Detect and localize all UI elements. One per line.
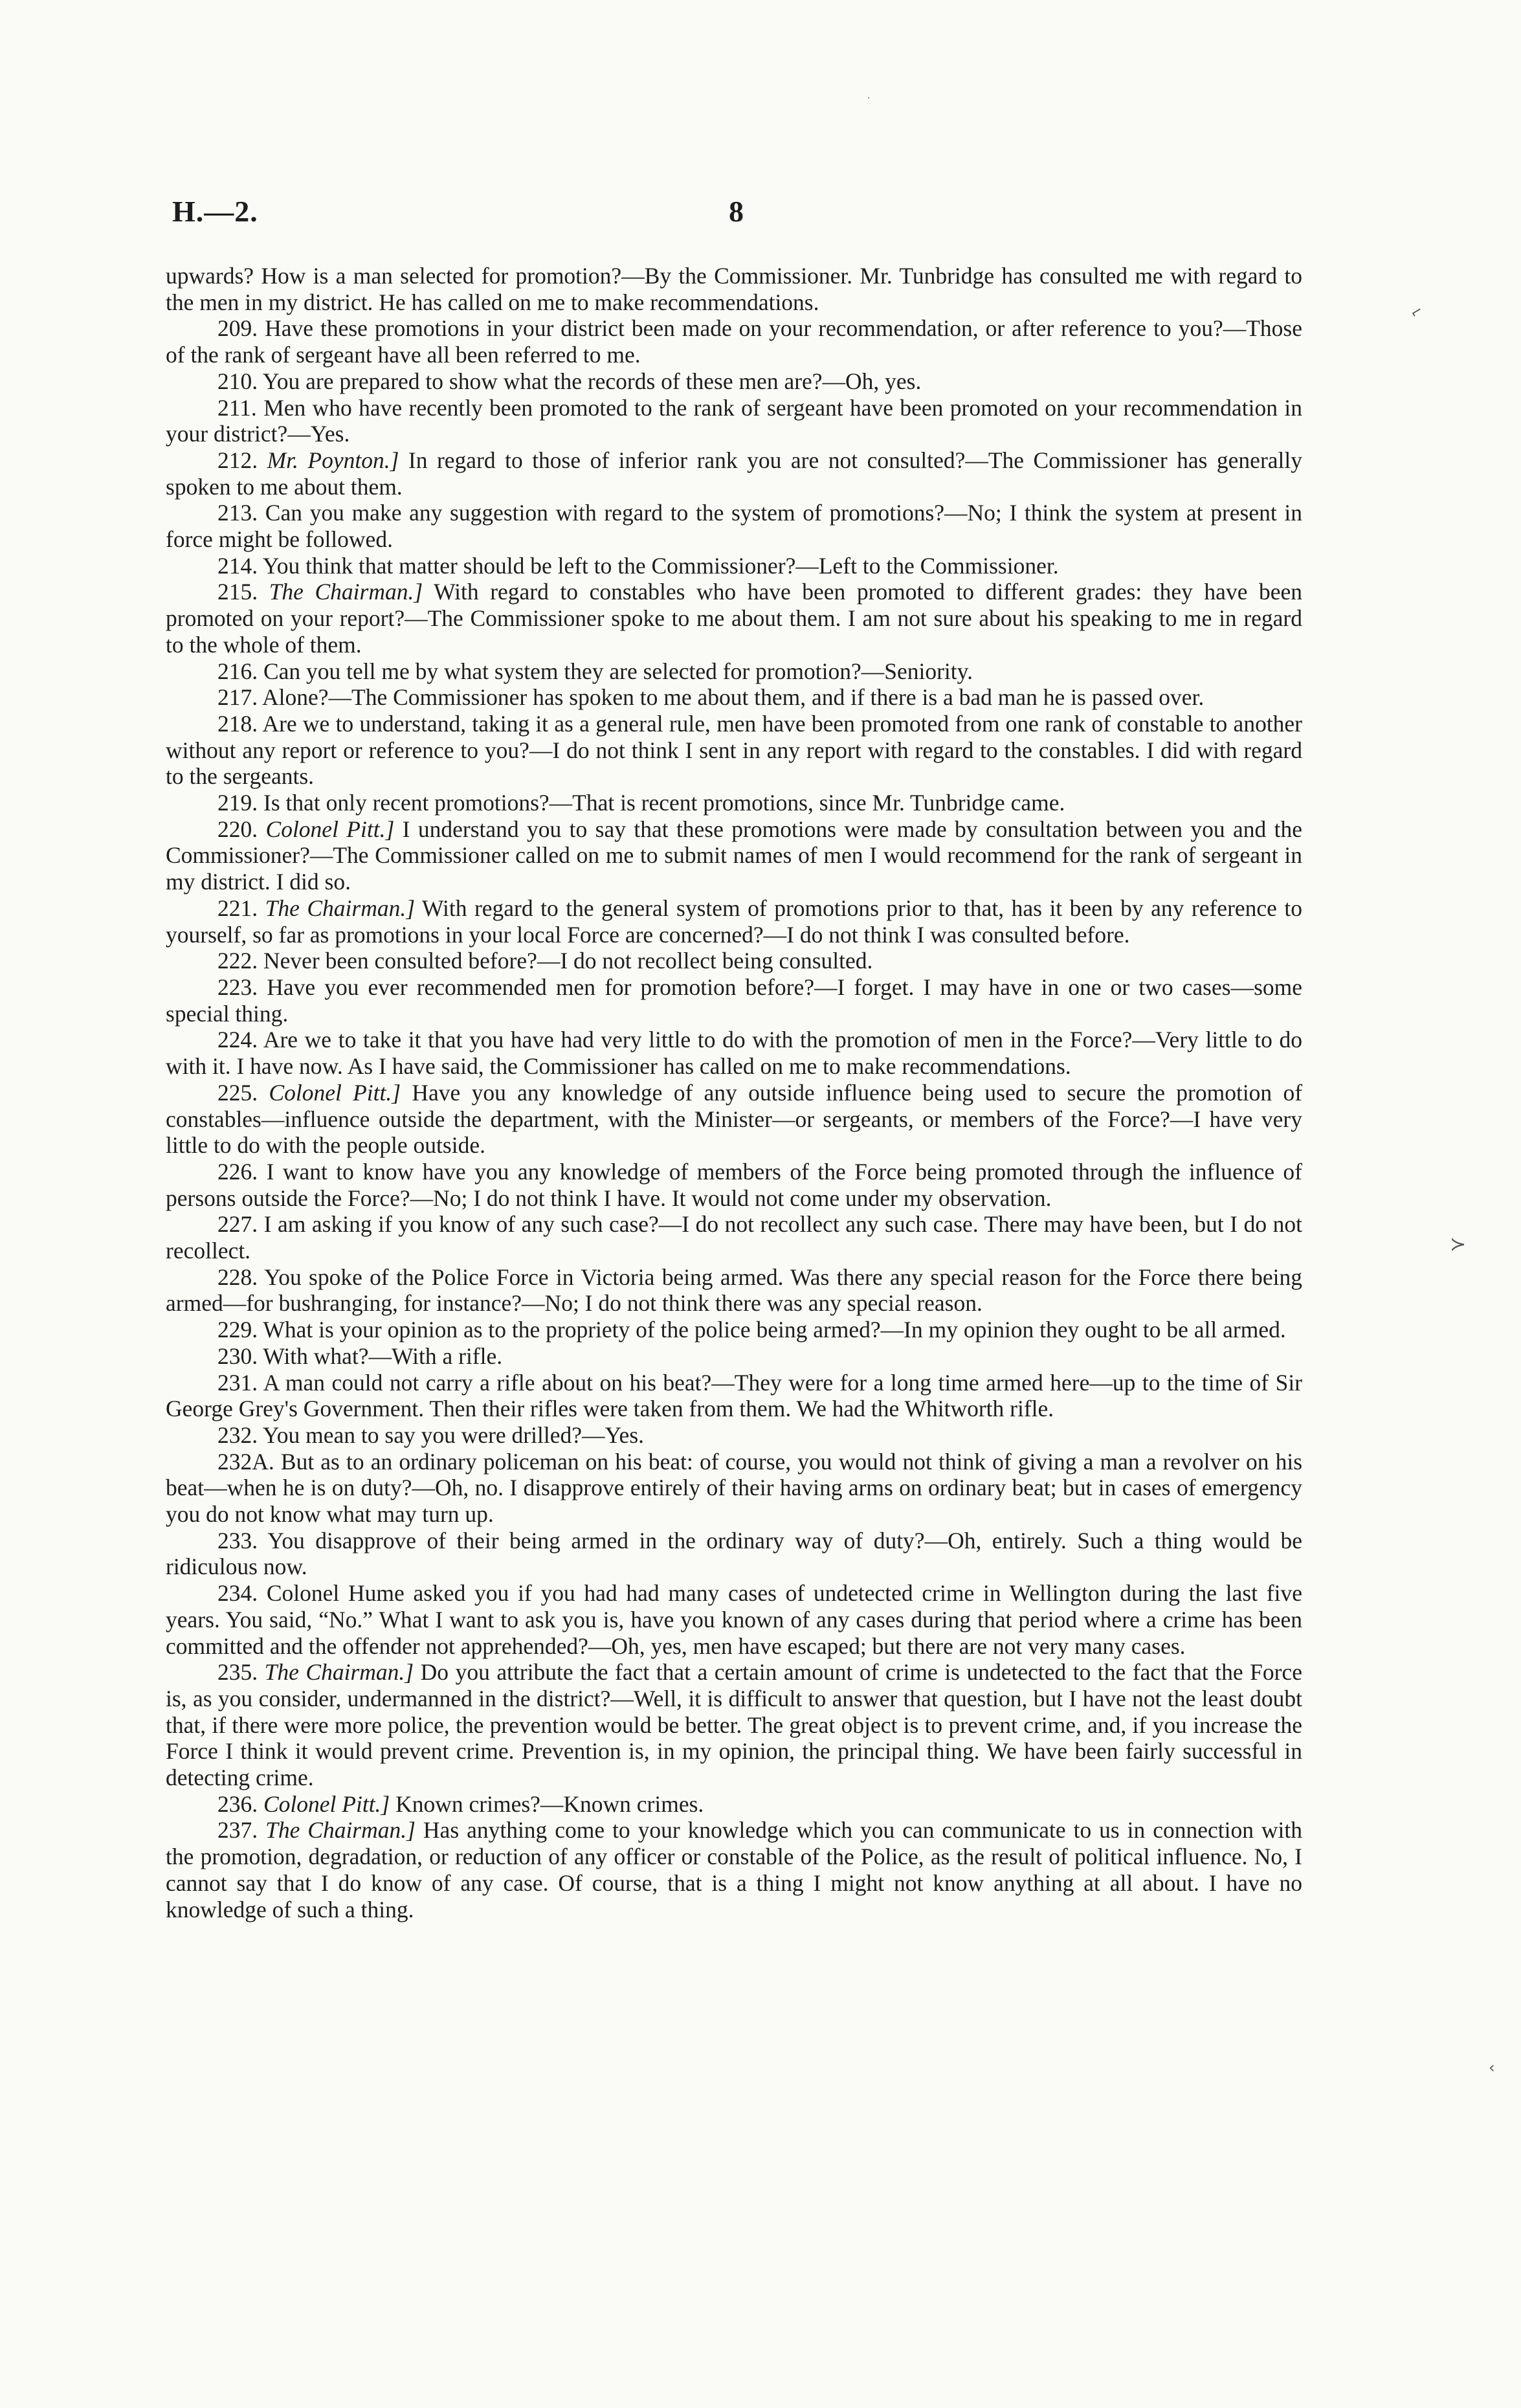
question-number: 223. — [217, 974, 258, 1000]
question-text: Have these promotions in your district been made on your recommendation, or after reference to you?—Those of the rank of sergeant have all been referred to me. — [166, 315, 1303, 368]
question-text: Are we to understand, taking it as a general rule, men have been promoted from one rank of constable to another without any report or reference to you?—I do not think I sent in any report with regard to the constables. I did with regard to the sergeants. — [166, 710, 1303, 790]
question-text: Have you ever recommended men for promotion before?—I forget. I may have in one or two cases—some special thing. — [166, 974, 1303, 1027]
page-header — [172, 194, 1305, 246]
question-text: Have you any knowledge of any outside influence being used to secure the promotion of constables—influence outside the department, with the Minister—or sergeants, or members of the Force?—I have very little to do with the people outside. — [166, 1079, 1303, 1159]
question-number: 232. — [217, 1421, 258, 1448]
question-paragraph — [166, 684, 1302, 711]
question-paragraph — [166, 1659, 1302, 1791]
question-paragraph — [166, 895, 1302, 948]
speaker-name: The Chairman.] — [264, 1659, 414, 1686]
question-number: 237. — [217, 1817, 258, 1844]
question-number: 229. — [217, 1317, 258, 1343]
question-paragraph — [166, 1817, 1302, 1923]
question-number: 211. — [217, 394, 257, 421]
question-text: But as to an ordinary policeman on his beat: of course, you would not think of giving a man a revolver on his beat—when he is on duty?—Oh, no. I disapprove entirely of their having arms on ordinary beat; but in cases of emergency you do not know what may turn up. — [166, 1448, 1303, 1528]
speaker-name: The Chairman.] — [265, 1817, 416, 1844]
question-number: 209. — [217, 315, 258, 342]
question-paragraph — [166, 1370, 1302, 1422]
question-paragraph — [166, 1264, 1302, 1317]
question-text: With regard to the general system of promotions prior to that, has it been by any reference to yourself, so far as promotions in your local Force are concerned?—I do not think I was consulted before. — [166, 895, 1303, 948]
question-paragraph — [166, 447, 1302, 500]
question-text: With regard to constables who have been promoted to different grades: they have been promoted on your report?—The Commissioner spoke to me about them. I am not sure about his speaking to me in regard to the whole of them. — [166, 579, 1303, 658]
question-paragraph — [166, 1422, 1302, 1449]
question-number: 216. — [217, 658, 258, 684]
question-text: Has anything come to your knowledge which you can communicate to us in connection with the promotion, degradation, or reduction of any officer or constable of the Police, as the result of political influence. No, I cannot say that I do know of any case. Of course, that is a thing I might not know anything at all about. I have no knowledge of such a thing. — [166, 1817, 1303, 1923]
question-text: Are we to take it that you have had very little to do with the promotion of men in the Force?—Very little to do with it. I have now. As I have said, the Commissioner has called on me to make recommendations. — [166, 1027, 1302, 1080]
question-number: 225. — [217, 1079, 258, 1106]
question-number: 210. — [217, 368, 258, 394]
speaker-name: Colonel Pitt.] — [263, 1790, 390, 1817]
question-paragraph — [166, 1449, 1302, 1528]
question-paragraph — [166, 974, 1302, 1027]
speaker-name: The Chairman.] — [269, 579, 423, 605]
question-number: 219. — [217, 790, 258, 816]
question-text: Known crimes?—Known crimes. — [395, 1790, 704, 1817]
question-paragraph — [166, 948, 1302, 974]
question-number: 213. — [217, 500, 258, 526]
question-paragraph — [166, 658, 1302, 685]
question-number: 217. — [217, 684, 258, 711]
question-text: You disapprove of their being armed in the ordinary way of duty?—Oh, entirely. Such a thing would be ridiculous now. — [166, 1527, 1302, 1580]
speaker-name: Colonel Pitt.] — [269, 1079, 401, 1106]
question-paragraph — [166, 395, 1302, 447]
speaker-name: The Chairman.] — [265, 895, 416, 921]
question-text: Do you attribute the fact that a certain amount of crime is undetected to the fact that the Force is, as you consider, undermanned in the district?—Well, it is difficult to answer that question, but I have not the least doubt that, if there were more police, the prevention would be better. The great object is to prevent crime, and, if you increase the Force I think it would prevent crime. Prevention is, in my opinion, the principal thing. We have been fairly successful in detecting crime. — [166, 1659, 1303, 1791]
question-text: Never been consulted before?—I do not recollect being consulted. — [263, 948, 873, 974]
question-number: 235. — [217, 1659, 258, 1686]
document-reference: H.—2. — [172, 195, 258, 228]
question-number: 221. — [217, 895, 258, 921]
question-paragraph — [166, 1159, 1302, 1211]
question-paragraph — [166, 1080, 1302, 1159]
margin-mark: ≻ — [1450, 1233, 1467, 1256]
question-text: You are prepared to show what the records of these men are?—Oh, yes. — [262, 368, 922, 394]
speaker-name: Mr. Poynton.] — [267, 447, 399, 473]
question-text: A man could not carry a rifle about on his beat?—They were for a long time armed here—up to the time of Sir George Grey's Government. Then their rifles were taken from them. We had the Whitworth rifle. — [166, 1369, 1303, 1422]
question-number: 234. — [217, 1580, 258, 1607]
question-text: You spoke of the Police Force in Victoria being armed. Was there any special reason for the Force there being armed—for bushranging, for instance?—No; I do not think there was any special reason. — [166, 1264, 1302, 1317]
question-text: Can you make any suggestion with regard to the system of promotions?—No; I think the system at present in force might be followed. — [166, 500, 1302, 553]
question-paragraph — [166, 579, 1302, 658]
question-paragraph — [166, 553, 1302, 579]
margin-mark: ⌐ — [1407, 302, 1427, 322]
question-paragraph — [166, 711, 1302, 790]
question-text: Colonel Hume asked you if you had had many cases of undetected crime in Wellington during the last five years. You said, “No.” What I want to ask you is, have you known of any cases during that period where a crime has been committed and the offender not apprehended?—Oh, yes, men have escaped; but there are not very many cases. — [166, 1580, 1302, 1659]
question-paragraph — [166, 1791, 1302, 1818]
question-text: What is your opinion as to the propriety of the police being armed?—In my opinion they ought to be all armed. — [263, 1317, 1286, 1343]
question-text: upwards? How is a man selected for promotion?—By the Commissioner. Mr. Tunbridge has consulted me with regard to the men in my district. He has called on me to make recommendations. — [166, 263, 1302, 315]
question-paragraph — [166, 1343, 1302, 1370]
continued-paragraph — [166, 263, 1302, 315]
question-text: With what?—With a rifle. — [263, 1343, 503, 1369]
question-text: Alone?—The Commissioner has spoken to me about them, and if there is a bad man he is passed over. — [262, 684, 1205, 711]
question-number: 230. — [217, 1343, 258, 1369]
question-text: You think that matter should be left to the Commissioner?—Left to the Commissioner. — [262, 552, 1059, 579]
page-number: 8 — [729, 195, 744, 228]
question-number: 224. — [217, 1027, 258, 1053]
question-text: I understand you to say that these promotions were made by consultation between you and the Commissioner?—The Commissioner called on me to submit names of men I would recommend for the rank of sergeant in my district. I did so. — [166, 816, 1303, 895]
question-number: 222. — [217, 948, 258, 974]
question-paragraph — [166, 1317, 1302, 1343]
evidence-text — [166, 263, 1302, 1923]
question-paragraph — [166, 1528, 1302, 1580]
question-paragraph — [166, 500, 1302, 552]
question-paragraph — [166, 1027, 1302, 1079]
question-paragraph — [166, 315, 1302, 368]
question-paragraph — [166, 790, 1302, 816]
question-number: 215. — [217, 579, 258, 605]
question-number: 212. — [217, 447, 258, 473]
question-number: 233. — [217, 1527, 258, 1554]
scan-speck: · — [867, 93, 871, 104]
question-text: I am asking if you know of any such case?—I do not recollect any such case. There may have been, but I do not recollect. — [166, 1211, 1302, 1264]
question-paragraph — [166, 816, 1302, 895]
question-text: Is that only recent promotions?—That is recent promotions, since Mr. Tunbridge came. — [263, 790, 1065, 816]
question-number: 231. — [217, 1369, 258, 1396]
question-text: In regard to those of inferior rank you are not consulted?—The Commissioner has generally spoken to me about them. — [166, 447, 1302, 500]
question-text: I want to know have you any knowledge of members of the Force being promoted through the influence of persons outside the Force?—No; I do not think I have. It would not come under my observation. — [166, 1158, 1303, 1211]
question-number: 226. — [217, 1158, 258, 1185]
margin-mark: ‹ — [1489, 2058, 1495, 2077]
question-text: Men who have recently been promoted to the rank of sergeant have been promoted on your recommendation in your district?—Yes. — [166, 394, 1303, 447]
question-number: 218. — [217, 710, 258, 737]
question-number: 232A. — [217, 1448, 274, 1475]
question-paragraph — [166, 1580, 1302, 1659]
question-number: 236. — [217, 1790, 258, 1817]
question-paragraph — [166, 1211, 1302, 1264]
question-number: 227. — [217, 1211, 258, 1238]
question-paragraph — [166, 368, 1302, 395]
question-text: You mean to say you were drilled?—Yes. — [262, 1421, 645, 1448]
question-text: Can you tell me by what system they are selected for promotion?—Seniority. — [263, 658, 973, 684]
question-number: 228. — [217, 1264, 258, 1290]
speaker-name: Colonel Pitt.] — [265, 816, 395, 842]
question-number: 214. — [217, 552, 258, 579]
question-number: 220. — [217, 816, 258, 842]
